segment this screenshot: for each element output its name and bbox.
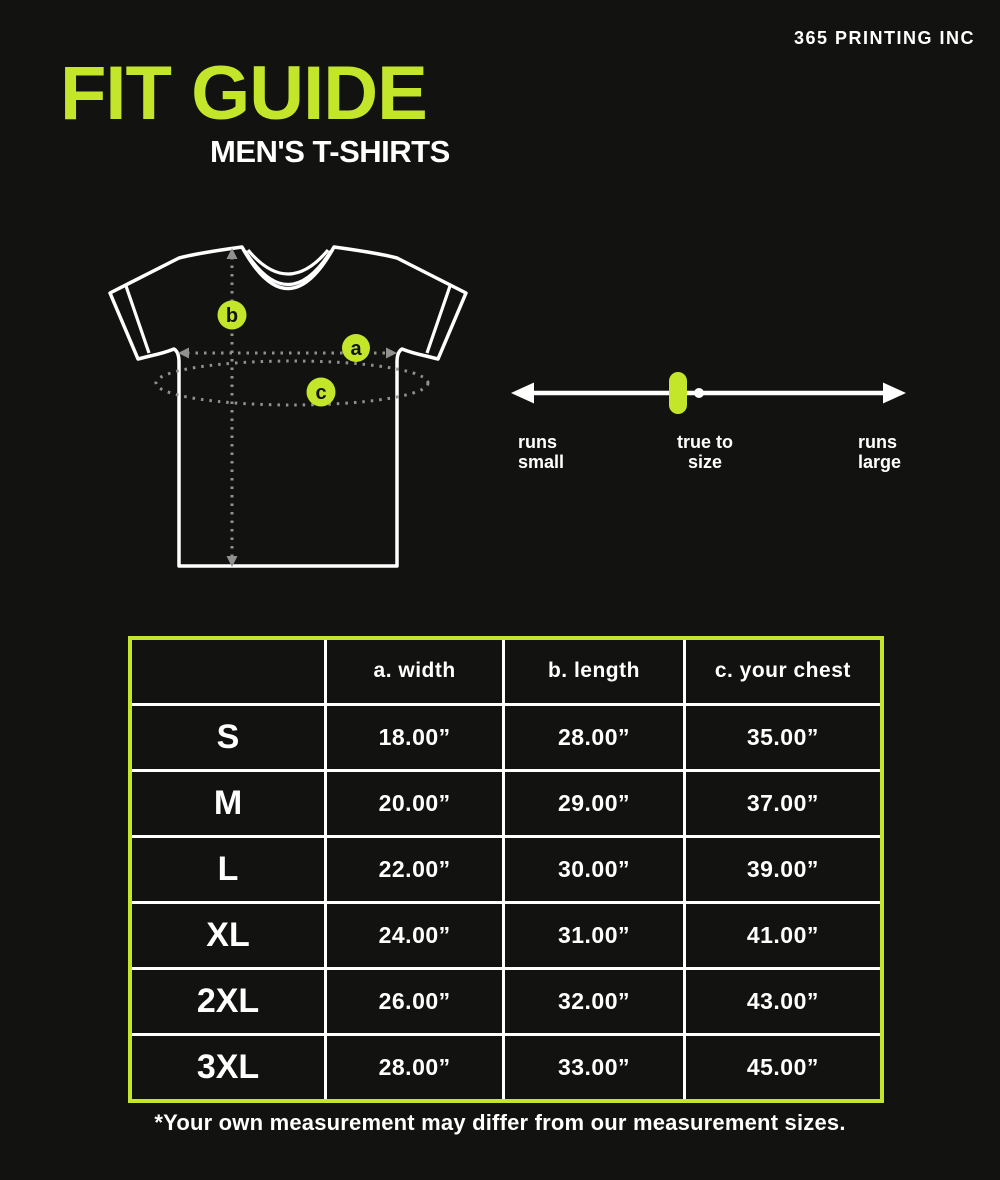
right-arrowhead-icon [883, 383, 906, 404]
length-value: 30.00” [504, 836, 684, 902]
table-row [130, 770, 882, 836]
header-size [130, 638, 326, 704]
scale-tick-dot [694, 388, 704, 398]
table-header-row [130, 638, 882, 704]
chest-value: 41.00” [684, 903, 882, 969]
width-value: 28.00” [326, 1035, 504, 1101]
svg-text:a: a [350, 338, 362, 360]
marker-b-length [218, 301, 247, 330]
chest-value: 45.00” [684, 1035, 882, 1101]
measurement-disclaimer: *Your own measurement may differ from our measurement sizes. [154, 1110, 846, 1135]
chest-value: 43.00” [684, 969, 882, 1035]
length-value: 32.00” [504, 969, 684, 1035]
chest-value: 35.00” [684, 704, 882, 770]
table-row [130, 1035, 882, 1101]
length-value: 31.00” [504, 903, 684, 969]
width-value: 20.00” [326, 770, 504, 836]
width-value: 18.00” [326, 704, 504, 770]
size-label: XL [130, 903, 326, 969]
fit-scale-arrow [490, 340, 940, 430]
tshirt-measurement-diagram [80, 220, 500, 600]
marker-a-width [342, 334, 370, 362]
page-subtitle: MEN'S T-SHIRTS [210, 134, 450, 169]
svg-text:b: b [225, 305, 239, 327]
header-length: b. length [504, 638, 684, 704]
table-row [130, 704, 882, 770]
table-row [130, 969, 882, 1035]
marker-c-chest [307, 378, 336, 407]
width-value: 26.00” [326, 969, 504, 1035]
chest-value: 37.00” [684, 770, 882, 836]
fit-position-marker [669, 372, 687, 414]
svg-text:c: c [315, 382, 327, 404]
width-value: 22.00” [326, 836, 504, 902]
tshirt-outline-icon [110, 247, 466, 566]
size-label: S [130, 704, 326, 770]
table-row [130, 836, 882, 902]
width-value: 24.00” [326, 903, 504, 969]
left-arrowhead-icon [511, 383, 534, 404]
size-label: L [130, 836, 326, 902]
true-to-size-label: true to size [677, 432, 733, 473]
length-value: 28.00” [504, 704, 684, 770]
size-label: 2XL [130, 969, 326, 1035]
runs-small-label: runs small [518, 432, 565, 473]
header-chest: c. your chest [684, 638, 882, 704]
size-label: 3XL [130, 1035, 326, 1101]
page-title: FIT GUIDE [60, 51, 427, 136]
size-label: M [130, 770, 326, 836]
header-width: a. width [326, 638, 504, 704]
chest-value: 39.00” [684, 836, 882, 902]
brand-name: 365 PRINTING INC [793, 28, 975, 48]
fit-scale [490, 340, 940, 490]
length-value: 33.00” [504, 1035, 684, 1101]
table-row [130, 903, 882, 969]
size-table [128, 636, 884, 1103]
runs-large-label: runs large [858, 432, 902, 473]
length-value: 29.00” [504, 770, 684, 836]
